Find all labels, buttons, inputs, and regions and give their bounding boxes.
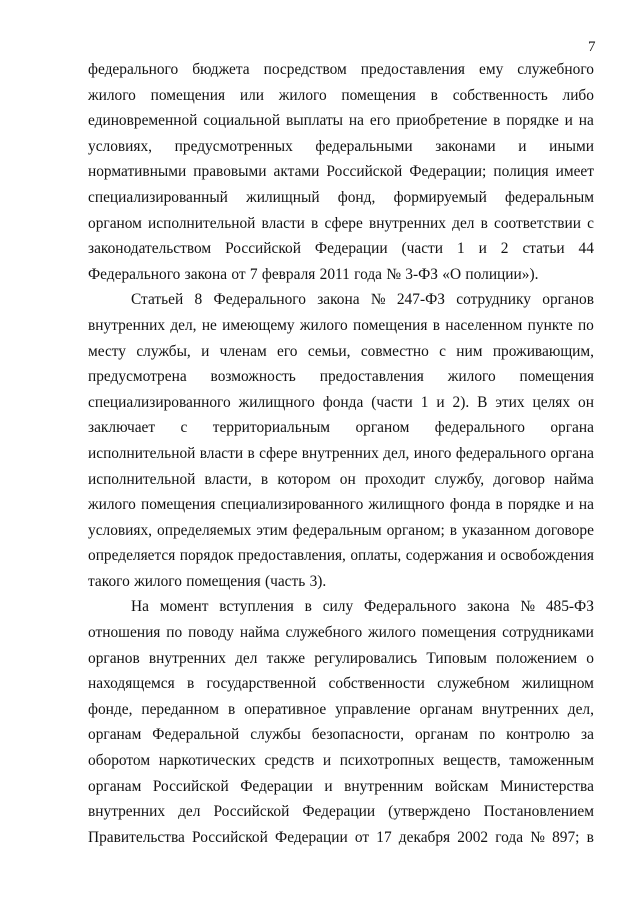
text-line: На момент вступления в силу Федерального закона № 485-ФЗ	[131, 598, 594, 616]
text-line: жилого помещения или жилого помещения в собственность либо	[88, 86, 594, 104]
text-line: Статьей 8 Федерального закона № 247-ФЗ сотруднику органов	[131, 291, 594, 309]
text-line: исполнительной власти, в котором он проходит службу, договор найма	[88, 470, 594, 488]
text-line: Федерального закона от 7 февраля 2011 года № 3-ФЗ «О полиции»).	[88, 265, 539, 283]
page-number: 7	[588, 39, 596, 55]
text-line: внутренних дел, не имеющему жилого помещения в населенном пункте по	[88, 316, 594, 334]
document-body	[88, 57, 594, 850]
text-line: органом исполнительной власти в сфере внутренних дел в соответствии с	[88, 214, 594, 232]
paragraph	[88, 287, 594, 594]
paragraph	[88, 594, 594, 850]
text-line: условиях, предусмотренных федеральными законами и иными	[88, 137, 594, 155]
text-line: органов внутренних дел также регулировались Типовым положением о	[88, 649, 594, 667]
text-line: месту службы, и членам его семьи, совместно с ним проживающим,	[88, 342, 594, 360]
text-line: условиях, определяемых этим федеральным органом; в указанном договоре	[88, 521, 594, 539]
text-line: нормативными правовыми актами Российской Федерации; полиция имеет	[88, 163, 594, 181]
text-line: заключает с территориальным органом федерального органа	[88, 419, 594, 437]
text-line: находящемся в государственной собственности служебном жилищном	[88, 675, 594, 693]
text-line: определяется порядок предоставления, оплаты, содержания и освобождения	[88, 547, 594, 565]
paragraph	[88, 57, 594, 287]
text-line: специализированный жилищный фонд, формируемый федеральным	[88, 188, 594, 206]
text-line: отношения по поводу найма служебного жилого помещения сотрудниками	[88, 624, 594, 642]
text-line: федерального бюджета посредством предоставления ему служебного	[88, 61, 594, 78]
text-line: такого жилого помещения (часть 3).	[88, 572, 327, 590]
text-line: органам Федеральной службы безопасности, органам по контролю за	[88, 726, 594, 744]
text-line: предусмотрена возможность предоставления жилого помещения	[88, 368, 594, 386]
text-line: жилого помещения специализированного жилищного фонда в порядке и на	[88, 496, 594, 514]
text-line: специализированного жилищного фонда (части 1 и 2). В этих целях он	[88, 393, 594, 411]
text-line: органам Российской Федерации и внутренним войскам Министерства	[88, 777, 594, 795]
text-line: законодательством Российской Федерации (части 1 и 2 статьи 44	[88, 240, 594, 258]
text-line: исполнительной власти в сфере внутренних дел, иного федерального органа	[88, 444, 594, 462]
text-line: внутренних дел Российской Федерации (утверждено Постановлением	[88, 803, 594, 821]
text-line: оборотом наркотических средств и психотропных веществ, таможенным	[88, 752, 594, 770]
text-line: Правительства Российской Федерации от 17 декабря 2002 года № 897; в	[88, 828, 594, 846]
text-line: единовременной социальной выплаты на его приобретение в порядке и на	[88, 112, 594, 130]
text-line: фонде, переданном в оперативное управление органам внутренних дел,	[88, 700, 594, 718]
